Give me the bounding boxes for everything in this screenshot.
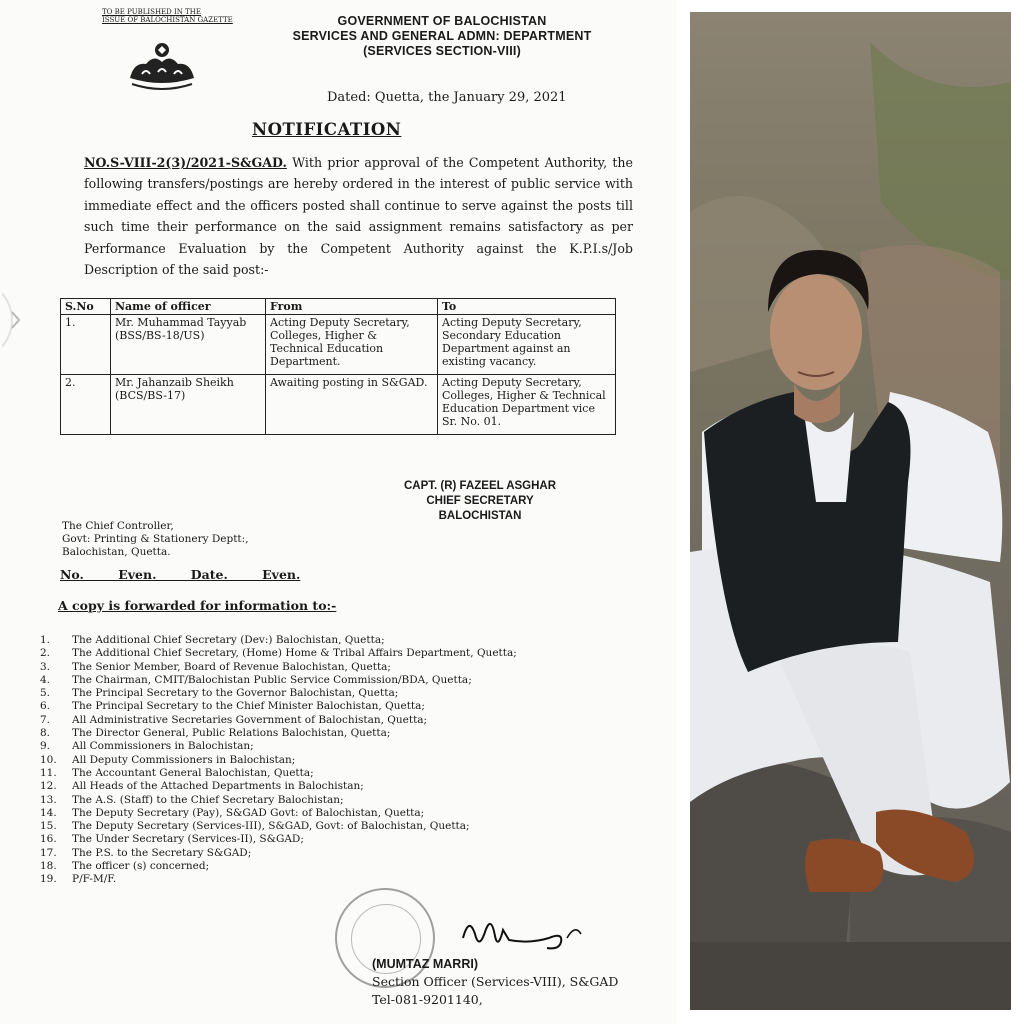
cell-from: Awaiting posting in S&GAD. [266,375,438,435]
notification-body [84,152,633,280]
list-item-text: The Principal Secretary to the Governor Balochistan, Quetta; [72,687,399,700]
list-item-number: 8. [40,727,51,740]
cell-from: Acting Deputy Secretary, Colleges, Higher & Technical Education Department. [266,315,438,375]
copy-list [40,634,517,887]
list-item-number: 5. [40,687,51,700]
header-department: SERVICES AND GENERAL ADMN: DEPARTMENT [292,29,592,43]
body-text: With prior approval of the Competent Authority, the following transfers/postings are hereby ordered in the interest of public service with immediate effect and the officers posted shall continue to serve against the posts till such time their performance on the said assignment remains satisfactory as per Performance Evaluation by the Competent Authority against the K.P.I.s/Job Description of the said post:- [84,155,633,278]
list-item-text: The A.S. (Staff) to the Chief Secretary Balochistan; [72,793,344,806]
cell-sno: 1. [61,315,111,375]
cell-officer-name: Mr. Jahanzaib Sheikh (BCS/BS-17) [111,375,266,435]
section-officer-designation: Section Officer (Services-VIII), S&GAD [372,974,619,989]
list-item-number: 3. [40,660,51,673]
list-item-text: The Director General, Public Relations Balochistan, Quetta; [72,727,391,740]
list-item-text: The Senior Member, Board of Revenue Balochistan, Quetta; [72,660,391,673]
list-item [40,754,517,767]
addressee-line: The Chief Controller, [62,520,174,532]
header-government: GOVERNMENT OF BALOCHISTAN [337,14,547,28]
signatory-name: CAPT. (R) FAZEEL ASGHAR [403,480,557,492]
list-item-number: 18. [40,860,57,873]
list-item-number: 10. [40,753,57,766]
list-item [40,634,517,647]
signatory-province: BALOCHISTAN [438,510,522,522]
list-item [40,687,517,700]
list-item-text: The Chairman, CMIT/Balochistan Public Service Commission/BDA, Quetta; [72,673,472,686]
list-item-text: All Heads of the Attached Departments in Balochistan; [72,780,364,793]
list-item-number: 6. [40,700,51,713]
list-item-text: All Deputy Commissioners in Balochistan; [72,753,296,766]
signatory-designation: CHIEF SECRETARY [426,495,534,507]
cell-to: Acting Deputy Secretary, Secondary Education Department against an existing vacancy. [438,315,616,375]
addressee-block [62,520,249,559]
addressee-line: Balochistan, Quetta. [62,546,171,558]
list-item [40,714,517,727]
list-item-text: The Deputy Secretary (Services-III), S&GAD, Govt: of Balochistan, Quetta; [72,820,470,833]
list-item-number: 13. [40,793,57,806]
table-row [61,315,616,375]
balochistan-emblem-icon [124,40,200,96]
list-item [40,833,517,846]
list-item-number: 4. [40,673,51,686]
list-item [40,661,517,674]
list-item-text: All Administrative Secretaries Government of Balochistan, Quetta; [72,713,428,726]
list-item [40,860,517,873]
list-item [40,700,517,713]
addressee-line: Govt: Printing & Stationery Deptt:, [62,533,249,545]
section-officer-name-text: (MUMTAZ MARRI) [372,957,478,971]
header-section: (SERVICES SECTION-VIII) [363,44,521,58]
list-item [40,847,517,860]
list-item-number: 15. [40,820,57,833]
copy-heading: A copy is forwarded for information to:- [58,598,337,613]
list-item [40,873,517,886]
list-item-text: P/F-M/F. [72,873,117,886]
list-item-number: 9. [40,740,51,753]
list-item [40,780,517,793]
list-item-number: 16. [40,833,57,846]
column-header: Name of officer [111,299,266,315]
list-item-text: The officer (s) concerned; [72,860,210,873]
list-item [40,727,517,740]
section-officer-tel: Tel-081-9201140, [372,992,483,1007]
chevron-right-icon[interactable] [2,280,30,360]
list-item-number: 12. [40,780,57,793]
list-item [40,767,517,780]
column-header: From [266,299,438,315]
table-header-row [61,299,616,315]
list-item-number: 7. [40,713,51,726]
list-item [40,807,517,820]
gazette-note [102,8,233,24]
official-seal [335,888,435,988]
list-item-number: 2. [40,647,51,660]
table-row [61,375,616,435]
gazette-note-line: ISSUE OF BALOCHISTAN GAZETTE [102,16,233,24]
page-title: NOTIFICATION [252,120,402,139]
column-header: To [438,299,616,315]
cell-officer-name: Mr. Muhammad Tayyab (BSS/BS-18/US) [111,315,266,375]
list-item-number: 19. [40,873,57,886]
officer-photo [690,12,1011,1010]
list-item-number: 11. [40,766,57,779]
list-item-number: 14. [40,806,57,819]
list-item [40,794,517,807]
list-item [40,647,517,660]
officer-photo-drawing [690,12,1011,1010]
list-item-text: The P.S. to the Secretary S&GAD; [72,846,252,859]
list-item [40,674,517,687]
cell-to: Acting Deputy Secretary, Colleges, Higher & Technical Education Department vice Sr. No. 01. [438,375,616,435]
list-item-text: The Under Secretary (Services-II), S&GAD; [72,833,304,846]
list-item [40,740,517,753]
section-officer-name [372,956,478,972]
postings-table [60,298,616,435]
list-item-text: The Deputy Secretary (Pay), S&GAD Govt: of Balochistan, Quetta; [72,806,425,819]
list-item-number: 17. [40,846,57,859]
column-header: S.No [61,299,111,315]
gazette-note-line: TO BE PUBLISHED IN THE [102,8,202,16]
list-item-text: The Accountant General Balochistan, Quetta; [72,766,314,779]
list-item-text: All Commissioners in Balochistan; [72,740,254,753]
notification-number: NO.S-VIII-2(3)/2021-S&GAD. [84,155,287,170]
list-item [40,820,517,833]
cell-sno: 2. [61,375,111,435]
even-date-line: No. Even. Date. Even. [60,567,301,582]
list-item-text: The Additional Chief Secretary, (Home) Home & Tribal Affairs Department, Quetta; [72,647,517,660]
list-item-number: 1. [40,634,51,646]
handwritten-signature [455,908,595,958]
list-item-text: The Principal Secretary to the Chief Minister Balochistan, Quetta; [72,700,425,713]
list-item-text: The Additional Chief Secretary (Dev:) Balochistan, Quetta; [72,634,385,646]
date-line: Dated: Quetta, the January 29, 2021 [327,90,567,105]
